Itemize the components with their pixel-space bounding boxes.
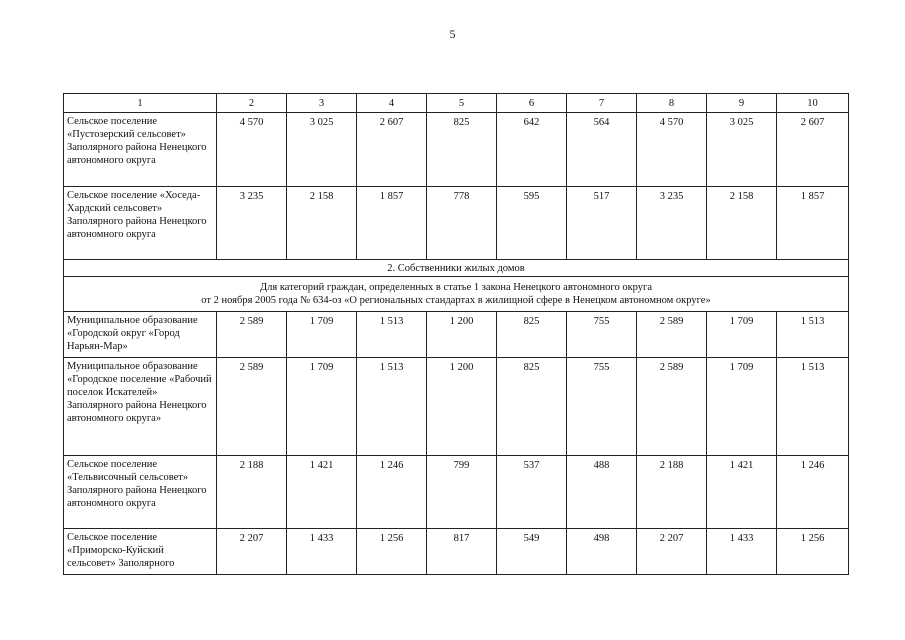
table-cell: 2 589 [637, 312, 707, 358]
table-cell: 3 235 [637, 187, 707, 260]
table-cell: 1 200 [427, 358, 497, 456]
table-cell: 2 158 [287, 187, 357, 260]
table-cell: 1 709 [287, 358, 357, 456]
table-cell: 2 188 [637, 456, 707, 529]
table-cell: 755 [567, 358, 637, 456]
row-name: Сельское поселение «Пустозерский сельсовет» Заполярного района Ненецкого автономного округа [64, 113, 217, 187]
table-cell: 1 857 [357, 187, 427, 260]
table-cell: 1 421 [287, 456, 357, 529]
table-header-row [64, 94, 849, 113]
table-cell: 2 158 [707, 187, 777, 260]
table-cell: 595 [497, 187, 567, 260]
table-cell: 755 [567, 312, 637, 358]
row-name: Сельское поселение «Хоседа-Хардский сельсовет» Заполярного района Ненецкого автономного округа [64, 187, 217, 260]
table-cell: 2 207 [217, 529, 287, 575]
row-name: Сельское поселение «Тельвисочный сельсовет» Заполярного района Ненецкого автономного округа [64, 456, 217, 529]
row-name: Муниципальное образование «Городское поселение «Рабочий поселок Искателей» Заполярного района Ненецкого автономного округа» [64, 358, 217, 456]
category-row [64, 277, 849, 312]
table-row [64, 456, 849, 529]
table-cell: 825 [497, 312, 567, 358]
column-header: 3 [287, 94, 357, 113]
column-header: 6 [497, 94, 567, 113]
table-cell: 4 570 [217, 113, 287, 187]
table-cell: 2 207 [637, 529, 707, 575]
table-cell: 517 [567, 187, 637, 260]
table-cell: 1 246 [777, 456, 849, 529]
table-cell: 1 513 [357, 358, 427, 456]
table-cell: 2 188 [217, 456, 287, 529]
table-cell: 817 [427, 529, 497, 575]
table-cell: 1 433 [287, 529, 357, 575]
table-cell: 778 [427, 187, 497, 260]
category-description [64, 277, 849, 312]
column-header: 8 [637, 94, 707, 113]
table-cell: 1 709 [707, 358, 777, 456]
table-cell: 2 589 [217, 312, 287, 358]
table-cell: 799 [427, 456, 497, 529]
section-title: 2. Собственники жилых домов [64, 260, 849, 277]
section-row [64, 260, 849, 277]
table-cell: 825 [427, 113, 497, 187]
table-cell: 1 513 [777, 358, 849, 456]
table-cell: 537 [497, 456, 567, 529]
row-name: Муниципальное образование «Городской округ «Город Нарьян-Мар» [64, 312, 217, 358]
table-cell: 1 421 [707, 456, 777, 529]
table-cell: 3 235 [217, 187, 287, 260]
table-cell: 2 589 [217, 358, 287, 456]
category-line: Для категорий граждан, определенных в статье 1 закона Ненецкого автономного округа [259, 282, 653, 293]
table-row [64, 187, 849, 260]
column-header: 9 [707, 94, 777, 113]
table-cell: 498 [567, 529, 637, 575]
table-cell: 1 433 [707, 529, 777, 575]
table-cell: 1 256 [357, 529, 427, 575]
table-cell: 488 [567, 456, 637, 529]
table-cell: 1 200 [427, 312, 497, 358]
table-cell: 1 513 [777, 312, 849, 358]
table-cell: 1 256 [777, 529, 849, 575]
table-cell: 825 [497, 358, 567, 456]
table-cell: 642 [497, 113, 567, 187]
table-cell: 4 570 [637, 113, 707, 187]
category-line: от 2 ноября 2005 года № 634-оз «О региональных стандартах в жилищной сфере в Ненецком автономном округе» [201, 295, 711, 306]
table-cell: 549 [497, 529, 567, 575]
table-row [64, 113, 849, 187]
table-cell: 3 025 [287, 113, 357, 187]
data-table [63, 93, 849, 575]
table-cell: 2 607 [357, 113, 427, 187]
table-cell: 2 589 [637, 358, 707, 456]
column-header: 10 [777, 94, 849, 113]
column-header: 2 [217, 94, 287, 113]
table-cell: 1 709 [707, 312, 777, 358]
table-row [64, 529, 849, 575]
table-cell: 564 [567, 113, 637, 187]
table-cell: 2 607 [777, 113, 849, 187]
table-row [64, 312, 849, 358]
page-number: 5 [449, 27, 456, 41]
table-cell: 3 025 [707, 113, 777, 187]
table-row [64, 358, 849, 456]
table-cell: 1 246 [357, 456, 427, 529]
row-name: Сельское поселение «Приморско-Куйский сельсовет» Заполярного [64, 529, 217, 575]
column-header: 4 [357, 94, 427, 113]
column-header: 7 [567, 94, 637, 113]
column-header: 5 [427, 94, 497, 113]
table-cell: 1 709 [287, 312, 357, 358]
table-cell: 1 513 [357, 312, 427, 358]
column-header: 1 [64, 94, 217, 113]
table-cell: 1 857 [777, 187, 849, 260]
